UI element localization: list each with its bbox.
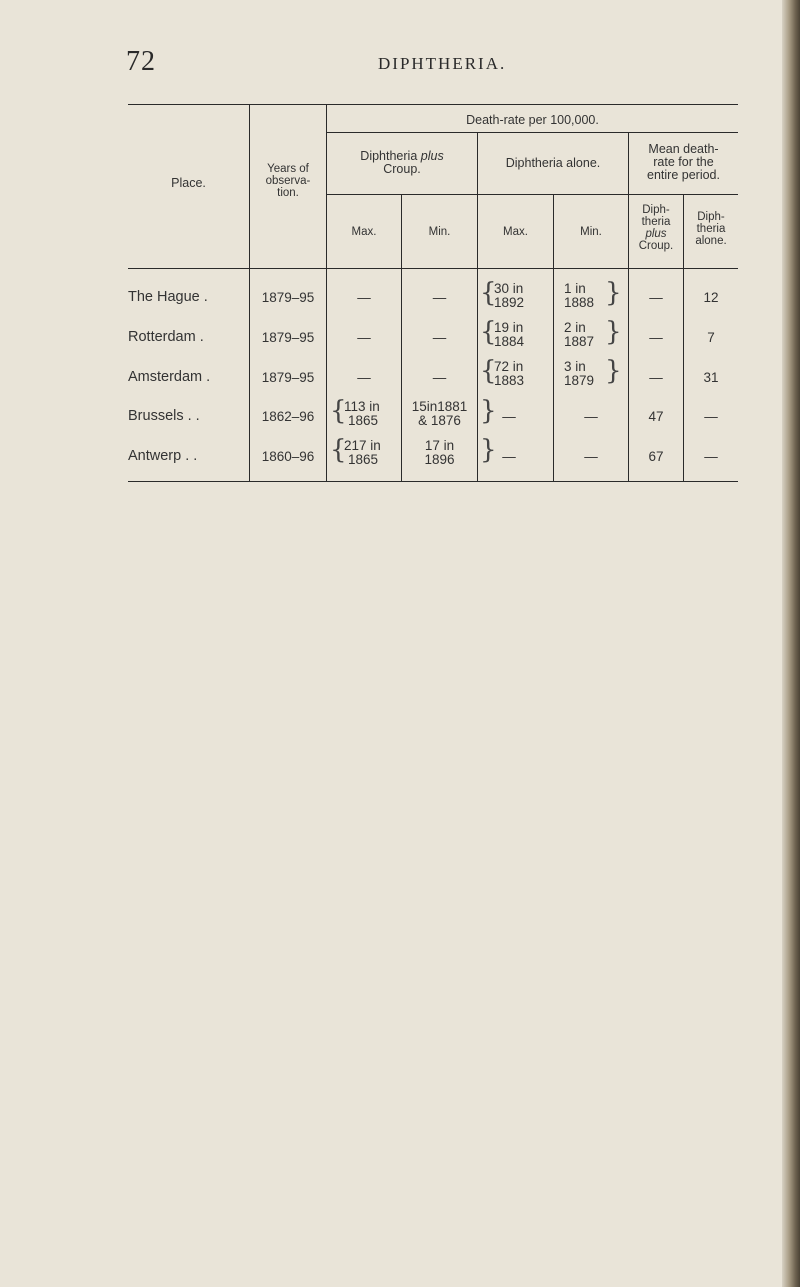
header-mean-alone-line: theria xyxy=(696,223,726,236)
croup-min-value xyxy=(402,439,477,467)
header-min-alone: Min. xyxy=(580,226,602,238)
row-place: The Hague . xyxy=(128,289,208,305)
header-bottom-rule xyxy=(128,268,738,269)
book-spine-edge xyxy=(782,0,800,1287)
header-years-line: tion. xyxy=(277,187,299,200)
alone-min-value xyxy=(564,360,594,388)
value-line: 1888 xyxy=(564,295,595,310)
value-line: 17 in xyxy=(424,438,455,453)
mean-croup: 47 xyxy=(648,409,664,424)
croup-min-dash: — xyxy=(432,330,447,345)
croup-max-dash: — xyxy=(357,330,371,345)
value-line: 1 in xyxy=(564,281,586,296)
alone-max-value xyxy=(494,360,524,388)
mean-alone: — xyxy=(704,449,718,464)
header-death-rate: Death-rate per 100,000. xyxy=(466,113,599,127)
mean-croup: — xyxy=(649,330,663,345)
mean-croup: — xyxy=(649,290,663,305)
header-mean-croup-line: theria xyxy=(641,216,671,229)
croup-min-dash: — xyxy=(432,290,447,305)
value-line: 1892 xyxy=(494,295,525,310)
header-mean-alone-line: Diph- xyxy=(697,211,725,223)
brace-glyph: { xyxy=(480,278,497,308)
mean-alone: — xyxy=(704,409,718,424)
header-min: Min. xyxy=(428,226,451,238)
value-line: 217 in xyxy=(344,438,381,453)
header-mean-alone-line: alone. xyxy=(695,235,727,248)
croup-max-value xyxy=(344,400,380,428)
row-years: 1862–96 xyxy=(261,409,315,424)
row-place: Amsterdam . xyxy=(128,369,211,385)
header-group-mean-line: Mean death- xyxy=(648,142,719,156)
running-head: DIPHTHERIA. xyxy=(378,54,507,73)
value-line: 1884 xyxy=(494,334,525,349)
header-group-croup-line2: Croup. xyxy=(383,162,421,177)
row-years: 1860–96 xyxy=(261,449,315,464)
brace-glyph: } xyxy=(605,356,622,386)
brace-glyph: } xyxy=(605,278,622,308)
value-line: 30 in xyxy=(494,281,524,296)
value-line: 15in1881 xyxy=(411,399,468,414)
value-line: 113 in xyxy=(344,399,380,414)
croup-max-dash: — xyxy=(357,290,371,305)
header-group-mean-line: rate for the xyxy=(653,155,714,170)
header-max: Max. xyxy=(351,226,377,238)
page-number: 72 xyxy=(126,46,156,77)
row-place: Brussels . . xyxy=(128,408,200,424)
mean-alone: 31 xyxy=(703,370,719,385)
croup-max-value xyxy=(344,439,381,467)
value-line: 1879 xyxy=(564,373,595,388)
alone-max-dash: — xyxy=(502,409,516,424)
croup-max-dash: — xyxy=(357,370,371,385)
death-rate-rule xyxy=(327,132,738,133)
alone-min-dash: — xyxy=(584,409,598,424)
brace-glyph: { xyxy=(330,396,347,426)
header-word-italic: plus xyxy=(645,228,667,241)
row-years: 1879–95 xyxy=(261,290,315,305)
value-line: 2 in xyxy=(564,320,586,335)
croup-min-dash: — xyxy=(432,370,447,385)
brace-glyph: { xyxy=(480,317,497,347)
alone-max-value xyxy=(494,282,524,310)
croup-min-value xyxy=(402,400,477,428)
value-line: 3 in xyxy=(564,359,586,374)
table-top-rule xyxy=(128,104,738,105)
mean-croup: 67 xyxy=(648,449,664,464)
alone-max-value xyxy=(494,321,524,349)
alone-min-value xyxy=(564,321,594,349)
value-line: 72 in xyxy=(494,359,524,374)
header-group-alone: Diphtheria alone. xyxy=(505,156,601,170)
row-years: 1879–95 xyxy=(261,330,315,345)
col-rule-4 xyxy=(477,132,478,481)
header-years xyxy=(250,163,326,199)
header-years-line: Years of xyxy=(267,163,309,175)
row-place: Rotterdam . xyxy=(128,329,204,345)
header-mean-croup-line xyxy=(629,228,683,240)
table-bottom-rule xyxy=(128,481,738,482)
col-rule-6 xyxy=(628,132,629,481)
header-mean-croup-line: Diph- xyxy=(642,204,670,216)
header-mean-alone xyxy=(684,211,738,247)
header-word-italic: plus xyxy=(420,149,444,163)
header-years-line: observa- xyxy=(265,175,311,188)
alone-max-dash: — xyxy=(502,449,516,464)
value-line: 1887 xyxy=(564,334,595,349)
header-place: Place. xyxy=(171,176,206,190)
mean-alone: 12 xyxy=(703,290,719,305)
value-line: 1896 xyxy=(424,452,455,467)
brace-glyph: { xyxy=(330,435,347,465)
brace-glyph: } xyxy=(605,317,622,347)
header-word: Diphtheria xyxy=(360,149,418,163)
header-group-croup xyxy=(327,150,477,176)
header-max-alone: Max. xyxy=(503,226,528,238)
mean-croup: — xyxy=(649,370,663,385)
brace-glyph: } xyxy=(480,435,497,465)
row-place: Antwerp . . xyxy=(128,448,198,464)
value-line: & 1876 xyxy=(418,413,461,428)
value-line: 1865 xyxy=(348,413,379,428)
alone-min-dash: — xyxy=(584,449,598,464)
group-rule xyxy=(327,194,738,195)
header-mean-croup xyxy=(629,204,683,252)
header-group-mean-line: entire period. xyxy=(647,168,720,183)
value-line: 1865 xyxy=(348,452,379,467)
mean-alone: 7 xyxy=(707,330,715,345)
header-mean-croup-line: Croup. xyxy=(638,240,674,253)
brace-glyph: } xyxy=(480,396,497,426)
header-group-mean xyxy=(629,143,738,182)
alone-min-value xyxy=(564,282,594,310)
brace-glyph: { xyxy=(480,356,497,386)
row-years: 1879–95 xyxy=(261,370,315,385)
value-line: 1883 xyxy=(494,373,525,388)
value-line: 19 in xyxy=(494,320,524,335)
